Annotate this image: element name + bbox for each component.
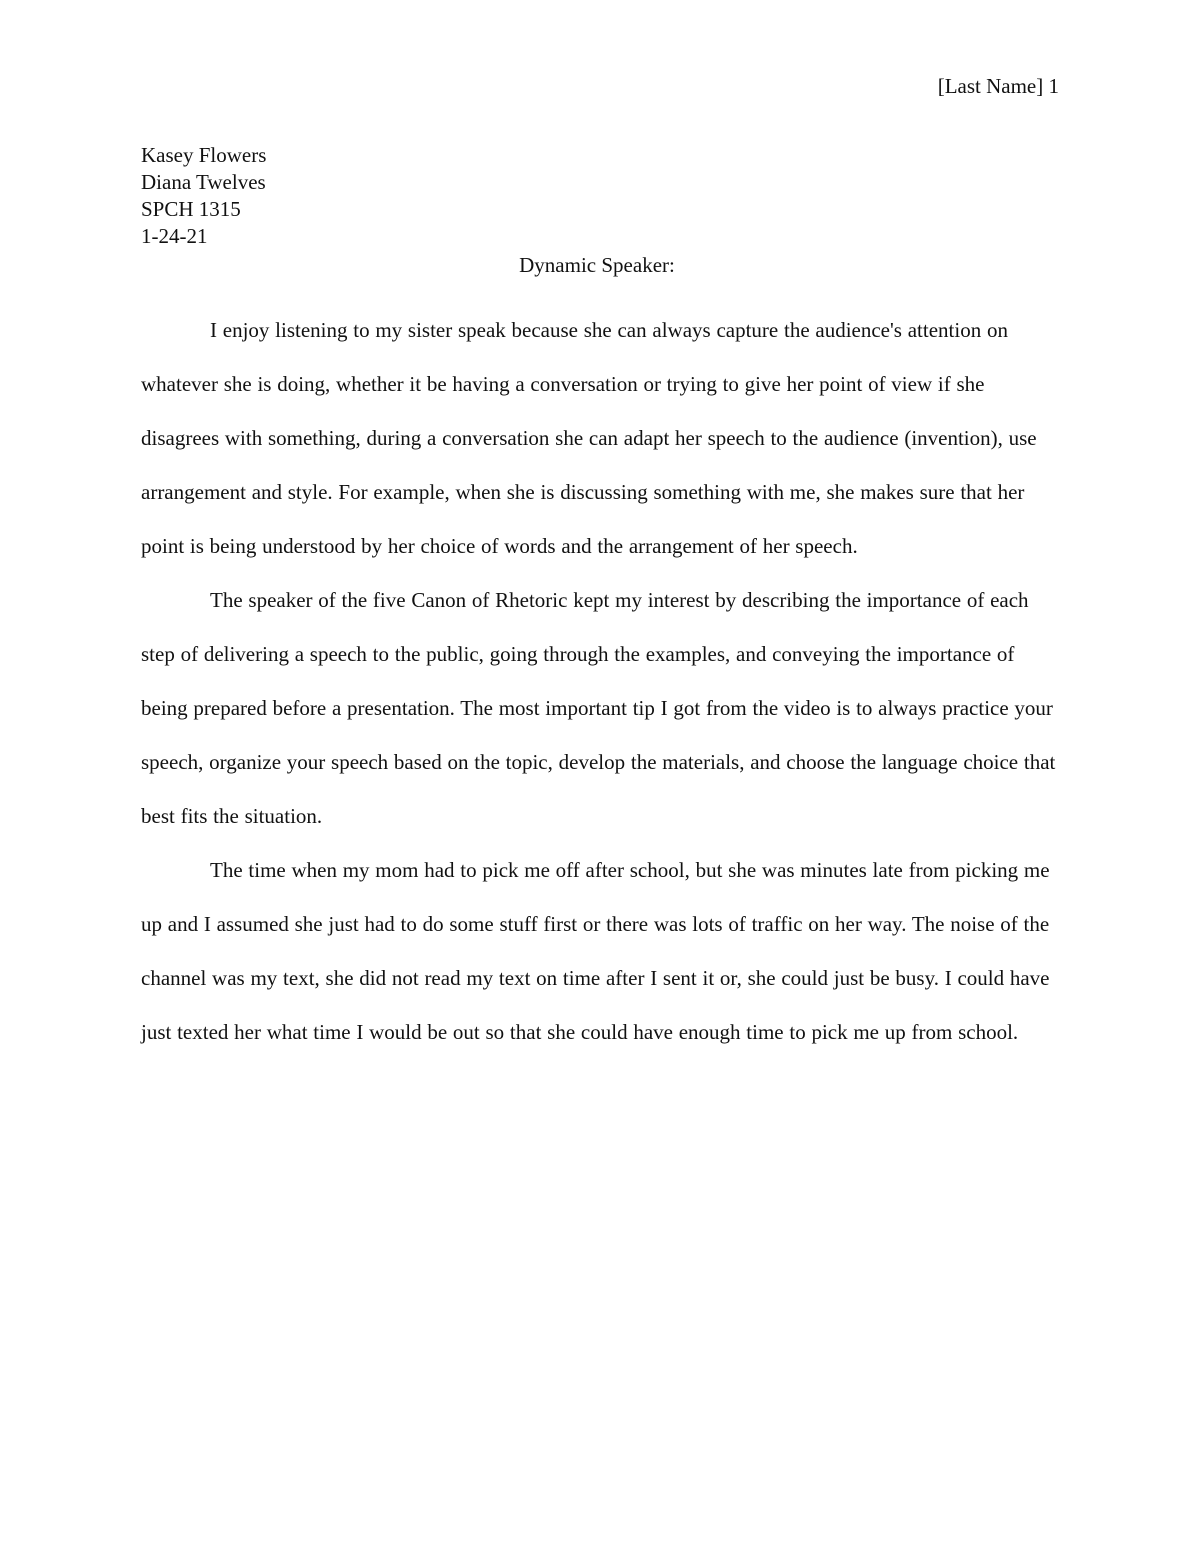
mla-heading — [141, 142, 266, 250]
running-header: [Last Name] 1 — [937, 74, 1059, 98]
instructor-name: Diana Twelves — [141, 170, 266, 194]
course-code: SPCH 1315 — [141, 197, 241, 221]
essay-title-wrapper — [0, 251, 1200, 279]
paragraph-3: The time when my mom had to pick me off after school, but she was minutes late from picking me up and I assumed she just had to do some stuff first or there was lots of traffic on her way. The noise of the channel was my text, she did not read my text on time after I sent it or, she could just be busy. I could have just texted her what time I would be out so that she could have enough time to pick me up from school. — [141, 858, 1050, 1044]
essay-title: Dynamic Speaker: — [519, 253, 675, 277]
paragraph-1: I enjoy listening to my sister speak because she can always capture the audience's attention on whatever she is doing, whether it be having a conversation or trying to give her point of view if she disagrees with something, during a conversation she can adapt her speech to the audience (invention), use arrangement and style. For example, when she is discussing something with me, she makes sure that her point is being understood by her choice of words and the arrangement of her speech. — [141, 318, 1037, 558]
student-name: Kasey Flowers — [141, 143, 267, 167]
paragraph-2: The speaker of the five Canon of Rhetoric kept my interest by describing the importance of each step of delivering a speech to the public, going through the examples, and conveying the importance of being prepared before a presentation. The most important tip I got from the video is to always practice your speech, organize your speech based on the topic, develop the materials, and choose the language choice that best fits the situation. — [141, 588, 1056, 828]
essay-body — [141, 303, 1059, 1059]
date: 1-24-21 — [141, 224, 208, 248]
